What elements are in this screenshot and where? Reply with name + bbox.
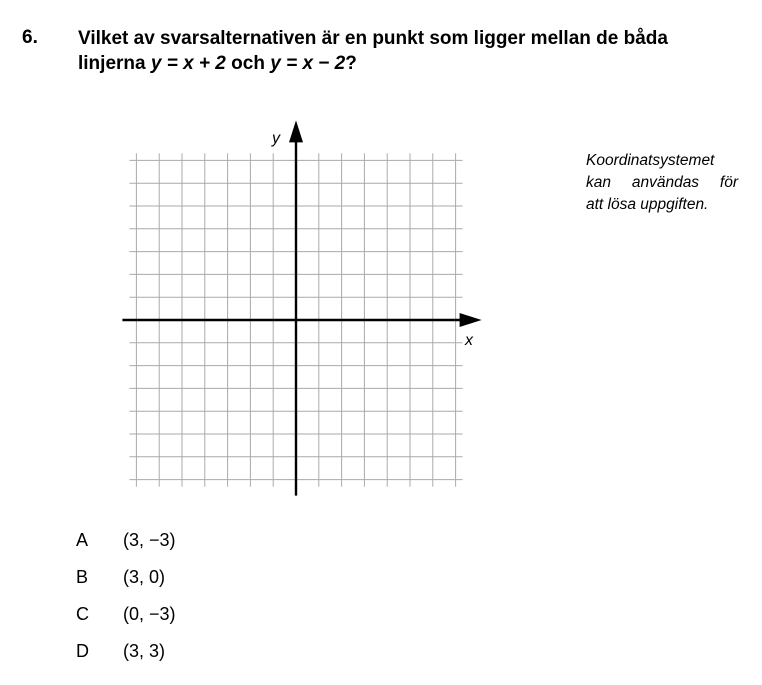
axes: [122, 120, 481, 495]
option-letter: D: [76, 641, 89, 661]
x-axis-arrow-icon: [460, 313, 482, 327]
question-line-2-suffix: ?: [345, 53, 357, 74]
option-value: (0, −3): [123, 604, 176, 624]
y-axis-arrow-icon: [289, 120, 303, 142]
option-value: (3, 3): [123, 641, 166, 661]
option-letter: A: [76, 530, 89, 550]
question-line-1: Vilket av svarsalternativen är en punkt som ligger mellan de båda: [78, 28, 668, 49]
question-number: 6.: [22, 27, 38, 48]
option-letter: B: [76, 567, 89, 587]
option-value: (3, 0): [123, 567, 166, 587]
question-line-2-prefix: linjerna: [78, 53, 151, 74]
x-axis-label: x: [465, 332, 473, 349]
equation-1: y = x + 2: [150, 53, 226, 74]
note-line-1: Koordinatsystemet: [586, 152, 715, 169]
note-line-2: kan användas för: [586, 174, 738, 191]
note-line-3: att lösa uppgiften.: [586, 196, 709, 213]
equation-2: y = x − 2: [270, 53, 346, 74]
question-line-2-mid: och: [225, 53, 271, 74]
option-letter: C: [76, 604, 89, 624]
y-axis-label: y: [272, 130, 280, 147]
option-value: (3, −3): [123, 530, 176, 550]
